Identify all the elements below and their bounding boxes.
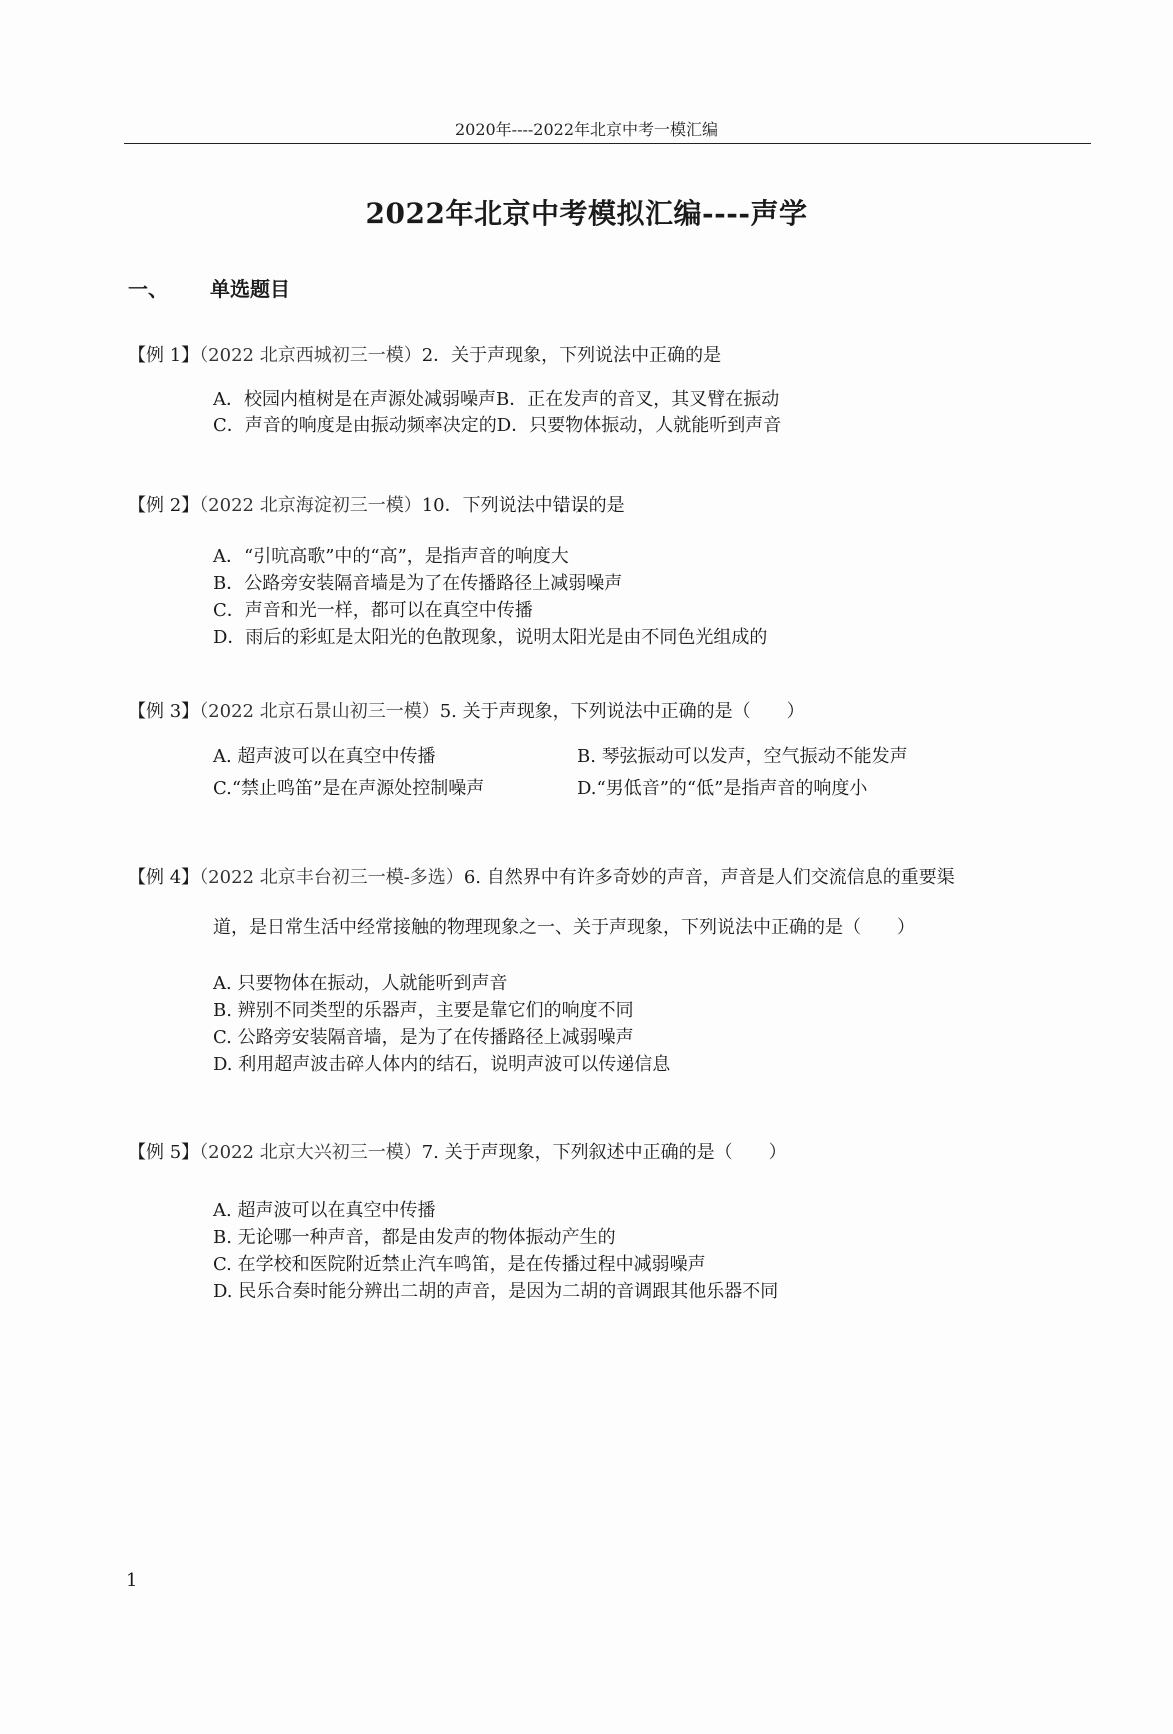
- question-source: （2022 北京石景山初三一模）: [199, 701, 440, 722]
- question-source: （2022 北京西城初三一模）: [199, 345, 422, 366]
- question-3-option-c: C.“禁止鸣笛”是在声源处控制噪声: [213, 778, 485, 799]
- section-label: 单选题目: [210, 277, 290, 301]
- question-3-option-a: A. 超声波可以在真空中传播: [213, 746, 436, 767]
- question-5-option-c: C. 在学校和医院附近禁止汽车鸣笛，是在传播过程中减弱噪声: [213, 1254, 706, 1275]
- section-heading: [128, 273, 290, 302]
- emphasis-char: 误: [570, 495, 589, 516]
- question-1-option-line: A．校园内植树是在声源处减弱噪声B．正在发声的音叉，其叉臂在振动: [213, 389, 780, 410]
- question-3-option-d: D.“男低音”的“低”是指声音的响度小: [577, 778, 868, 799]
- question-stem-end: 的是: [588, 495, 625, 516]
- running-header: 2020年----2022年北京中考一模汇编: [454, 120, 719, 139]
- header-divider: [124, 143, 1091, 144]
- question-source: （2022 北京大兴初三一模）: [199, 1142, 422, 1163]
- question-2-option-b: B．公路旁安装隔音墙是为了在传播路径上减弱噪声: [213, 573, 623, 594]
- question-source: （2022 北京丰台初三一模-多选）: [199, 867, 464, 888]
- question-stem: 2．关于声现象，下列说法中正确的是: [421, 345, 722, 366]
- question-5-option-a: A. 超声波可以在真空中传播: [213, 1200, 436, 1221]
- page-number: 1: [126, 1570, 138, 1591]
- question-stem: 7. 关于声现象，下列叙述中正确的是（ ）: [421, 1142, 787, 1163]
- question-4-option-a: A. 只要物体在振动，人就能听到声音: [213, 973, 508, 994]
- section-number: 一、: [128, 277, 168, 301]
- question-stem: 6. 自然界中有许多奇妙的声音，声音是人们交流信息的重要渠: [463, 867, 955, 888]
- question-3-header: [128, 697, 805, 723]
- question-4-option-c: C. 公路旁安装隔音墙，是为了在传播路径上减弱噪声: [213, 1027, 634, 1048]
- question-tag: 【例 5】: [128, 1142, 200, 1163]
- question-4-option-d: D. 利用超声波击碎人体内的结石，说明声波可以传递信息: [213, 1054, 671, 1075]
- question-2-option-d: D．雨后的彩虹是太阳光的色散现象，说明太阳光是由不同色光组成的: [213, 627, 768, 648]
- question-source: （2022 北京海淀初三一模）: [199, 495, 422, 516]
- question-5-header: [128, 1138, 787, 1164]
- question-2-header: [128, 491, 625, 517]
- question-2-option-a: A．“引吭高歌”中的“高”，是指声音的响度大: [213, 546, 569, 567]
- question-stem: 10．下列说法中: [421, 495, 553, 516]
- question-tag: 【例 3】: [128, 701, 200, 722]
- question-stem: 5. 关于声现象，下列说法中正确的是（ ）: [439, 701, 805, 722]
- question-4-option-b: B. 辨别不同类型的乐器声，主要是靠它们的响度不同: [213, 1000, 634, 1021]
- emphasis-char: 错: [552, 495, 571, 516]
- question-tag: 【例 2】: [128, 495, 200, 516]
- question-5-option-b: B. 无论哪一种声音，都是由发声的物体振动产生的: [213, 1227, 616, 1248]
- question-5-option-d: D. 民乐合奏时能分辨出二胡的声音，是因为二胡的音调跟其他乐器不同: [213, 1281, 779, 1302]
- question-1-header: [128, 341, 721, 367]
- question-tag: 【例 4】: [128, 867, 200, 888]
- question-4-stem-continued: 道，是日常生活中经常接触的物理现象之一、关于声现象，下列说法中正确的是（ ）: [213, 917, 915, 938]
- question-3-option-b: B. 琴弦振动可以发声，空气振动不能发声: [577, 746, 908, 767]
- question-1-option-line: C．声音的响度是由振动频率决定的D．只要物体振动，人就能听到声音: [213, 415, 782, 436]
- question-2-option-c: C．声音和光一样，都可以在真空中传播: [213, 600, 533, 621]
- document-title: 2022年北京中考模拟汇编----声学: [365, 197, 808, 230]
- question-4-header: [128, 863, 955, 889]
- question-tag: 【例 1】: [128, 345, 200, 366]
